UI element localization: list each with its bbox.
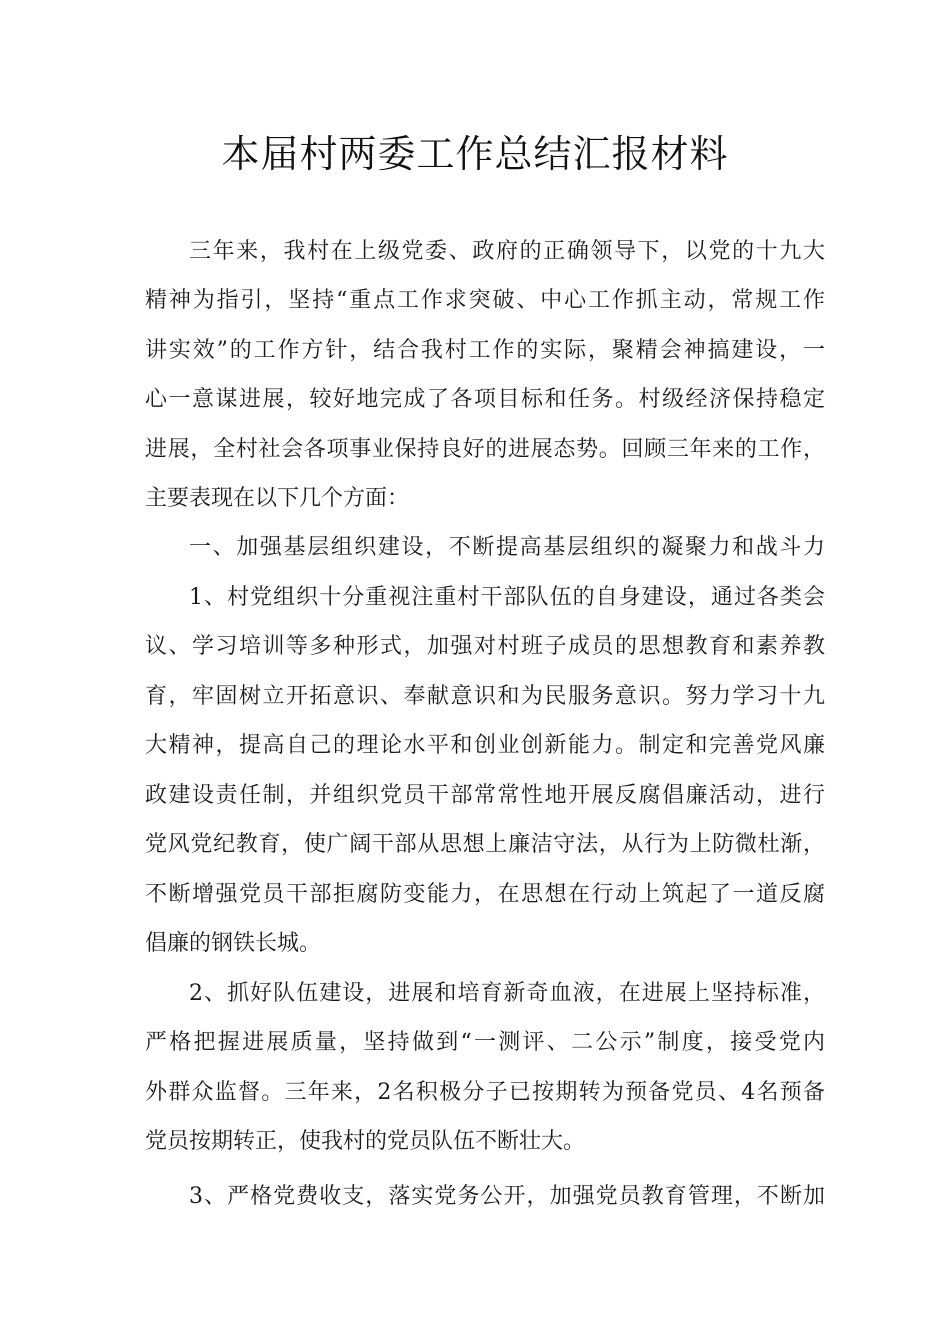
paragraph-line: 讲实效”的工作方针，结合我村工作的实际，聚精会神搞建设，一 [145,338,825,363]
paragraph-line: 进展，全村社会各项事业保持良好的进展态势。回顾三年来的工作， [145,437,825,462]
paragraph-line: 党员按期转正，使我村的党员队伍不断壮大。 [145,1129,586,1154]
paragraph-line: 育，牢固树立开拓意识、奉献意识和为民服务意识。努力学习十九 [145,684,825,709]
paragraph-line: 精神为指引，坚持“重点工作求突破、中心工作抓主动，常规工作 [145,288,825,313]
paragraph-line: 严格把握进展质量，坚持做到“一测评、二公示”制度，接受党内 [145,1030,825,1055]
section-heading: 一、加强基层组织建设，不断提高基层组织的凝聚力和战斗力 [189,535,825,560]
paragraph-line: 3、严格党费收支，落实党务公开，加强党员教育管理，不断加 [189,1184,825,1209]
paragraph-line: 外群众监督。三年来，2名积极分子已按期转为预备党员、4名预备 [145,1080,825,1105]
paragraph-line: 党风党纪教育，使广阔干部从思想上廉洁守法，从行为上防微杜渐， [145,832,825,857]
paragraph-line: 2、抓好队伍建设，进展和培育新奇血液，在进展上坚持标准， [189,981,825,1006]
paragraph-line: 政建设责任制，并组织党员干部常常性地开展反腐倡廉活动，进行 [145,783,825,808]
document-title: 本届村两委工作总结汇报材料 [221,132,729,176]
paragraph-line: 心一意谋进展，较好地完成了各项目标和任务。村级经济保持稳定 [145,387,825,412]
paragraph-line: 议、学习培训等多种形式，加强对村班子成员的思想教育和素养教 [145,634,825,659]
paragraph-line: 不断增强党员干部拒腐防变能力，在思想在行动上筑起了一道反腐 [145,882,825,907]
paragraph-line: 1、村党组织十分重视注重村干部队伍的自身建设，通过各类会 [189,585,825,610]
paragraph-line: 主要表现在以下几个方面： [145,486,410,511]
paragraph-line: 大精神，提高自己的理论水平和创业创新能力。制定和完善党风廉 [145,733,825,758]
paragraph-line: 倡廉的钢铁长城。 [145,931,322,956]
paragraph-line: 三年来，我村在上级党委、政府的正确领导下，以党的十九大 [189,239,825,264]
